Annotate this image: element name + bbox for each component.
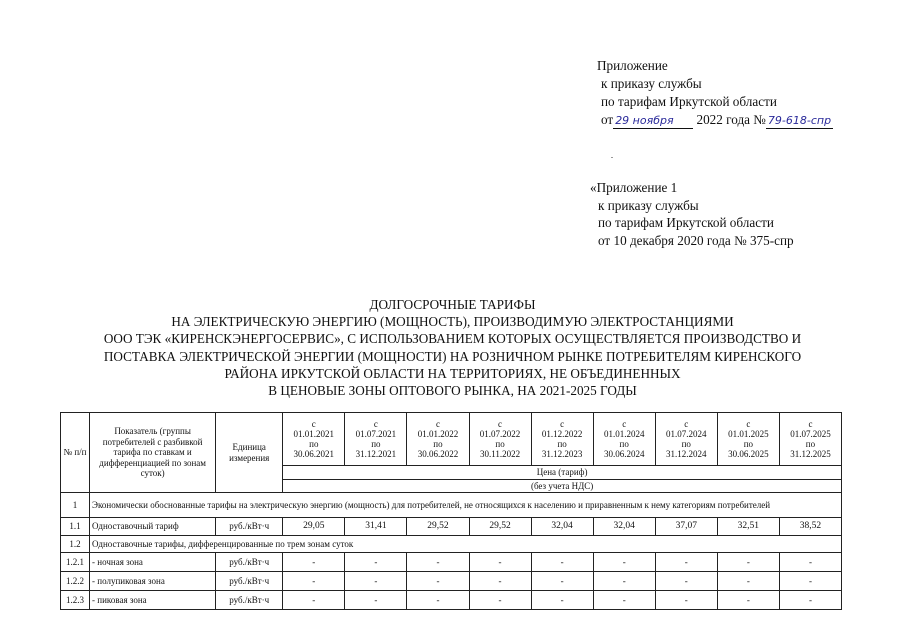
appendix-date-line (597, 111, 833, 129)
row-unit: руб./кВт·ч (216, 518, 283, 536)
tariff-value: - (779, 553, 841, 572)
section-text: Экономически обоснованные тарифы на электрическую энергию (мощность) для потребителей, не относящихся к населению и приравненным к нему категориям потребителей (90, 493, 842, 518)
section-row (61, 493, 842, 518)
title-line-1: ДОЛГОСРОЧНЫЕ ТАРИФЫ (369, 297, 536, 312)
tariff-value: - (717, 553, 779, 572)
row-name: - ночная зона (90, 553, 216, 572)
tariff-value: - (779, 591, 841, 610)
table-row (61, 572, 842, 591)
date-suffix: 2022 года № (696, 112, 766, 127)
handwritten-order-number: 79-618-спр (767, 114, 832, 127)
price-label: Цена (тариф) (283, 466, 842, 480)
appendix-line-1: Приложение (597, 58, 668, 73)
tariff-value: 32,04 (531, 518, 593, 536)
tariff-value: - (345, 553, 407, 572)
header-period: с 01.07.2025 по 31.12.2025 (779, 413, 841, 466)
tariff-value: 32,51 (717, 518, 779, 536)
tariff-value: - (407, 572, 469, 591)
tariff-value: - (655, 553, 717, 572)
row-num: 1.1 (61, 518, 90, 536)
section-text: Одноставочные тарифы, дифференцированные по трем зонам суток (90, 536, 842, 553)
tariff-value: - (593, 553, 655, 572)
tariff-value: - (531, 553, 593, 572)
header-period: с 01.12.2022 по 31.12.2023 (531, 413, 593, 466)
tariff-value: - (655, 572, 717, 591)
tariff-value: - (345, 572, 407, 591)
row-name: Одноставочный тариф (90, 518, 216, 536)
header-period: с 01.01.2025 по 30.06.2025 (717, 413, 779, 466)
header-unit: Единица измерения (216, 413, 283, 493)
tariff-value: - (283, 591, 345, 610)
header-period: с 01.01.2024 по 30.06.2024 (593, 413, 655, 466)
table-row (61, 591, 842, 610)
title-line-6: В ЦЕНОВЫЕ ЗОНЫ ОПТОВОГО РЫНКА, НА 2021-2025 ГОДЫ (268, 383, 637, 399)
tariff-value: - (469, 591, 531, 610)
tariff-value: - (779, 572, 841, 591)
tariff-value: - (593, 591, 655, 610)
tariff-value: 38,52 (779, 518, 841, 536)
table-row (61, 518, 842, 536)
tariff-value: 32,04 (593, 518, 655, 536)
appendix-quote-line-4: от 10 декабря 2020 года № 375-спр (598, 232, 794, 248)
header-period: с 01.01.2022 по 30.06.2022 (407, 413, 469, 466)
header-indicator: Показатель (группы потребителей с разбивкой тарифа по ставкам и дифференциацией по зонам суток) (90, 413, 216, 493)
row-unit: руб./кВт·ч (216, 553, 283, 572)
header-period: с 01.07.2022 по 30.11.2022 (469, 413, 531, 466)
appendix-quote-line-1: «Приложение 1 (590, 180, 678, 195)
title-line-2: НА ЭЛЕКТРИЧЕСКУЮ ЭНЕРГИЮ (МОЩНОСТЬ), ПРОИЗВОДИМУЮ ЭЛЕКТРОСТАНЦИЯМИ (171, 314, 734, 330)
header-period: с 01.07.2024 по 31.12.2024 (655, 413, 717, 466)
appendix-quote-line-3: по тарифам Иркутской области (598, 215, 774, 230)
tariff-value: - (283, 572, 345, 591)
title-line-3: ООО ТЭК «КИРЕНСКЭНЕРГОСЕРВИС», С ИСПОЛЬЗОВАНИЕМ КОТОРЫХ ОСУЩЕСТВЛЯЕТСЯ ПРОИЗВОДСТВО И (103, 331, 802, 347)
appendix-line-2: к приказу службы (601, 76, 702, 91)
row-unit: руб./кВт·ч (216, 572, 283, 591)
tariff-value: - (717, 591, 779, 610)
table-row (61, 553, 842, 572)
title-line-4: ПОСТАВКА ЭЛЕКТРИЧЕСКОЙ ЭНЕРГИИ (МОЩНОСТИ) НА РОЗНИЧНОМ РЫНКЕ ПОТРЕБИТЕЛЯМ КИРЕНСКОГО (103, 348, 802, 364)
document-title (30, 296, 875, 399)
header-period: с 01.07.2021 по 31.12.2021 (345, 413, 407, 466)
tariff-value: - (717, 572, 779, 591)
title-line-5: РАЙОНА ИРКУТСКОЙ ОБЛАСТИ НА ТЕРРИТОРИЯХ, НЕ ОБЪЕДИНЕННЫХ (224, 365, 681, 381)
stray-mark (611, 157, 613, 158)
header-period: с 01.01.2021 по 30.06.2021 (283, 413, 345, 466)
handwritten-date: 29 ноября (613, 114, 693, 129)
tariff-value: - (469, 572, 531, 591)
tariff-value: - (531, 572, 593, 591)
appendix-quote-line-2: к приказу службы (598, 197, 699, 213)
tariff-value: 29,05 (283, 518, 345, 536)
appendix-line-3: по тарифам Иркутской области (601, 94, 777, 109)
tariff-value: - (345, 591, 407, 610)
row-num: 1.2.3 (61, 591, 90, 610)
tariff-value: 29,52 (407, 518, 469, 536)
tariff-value: 37,07 (655, 518, 717, 536)
appendix-quote (590, 179, 794, 249)
tariff-value: 29,52 (469, 518, 531, 536)
tariff-value: - (593, 572, 655, 591)
table-header-row (61, 413, 842, 466)
row-unit: руб./кВт·ч (216, 591, 283, 610)
section-row (61, 536, 842, 553)
vat-label: (без учета НДС) (283, 479, 842, 493)
row-num: 1.2.1 (61, 553, 90, 572)
tariff-value: - (531, 591, 593, 610)
tariff-value: - (283, 553, 345, 572)
row-num: 1.2 (61, 536, 90, 553)
row-num: 1.2.2 (61, 572, 90, 591)
row-name: - пиковая зона (90, 591, 216, 610)
tariff-value: - (469, 553, 531, 572)
header-num: № п/п (61, 413, 90, 493)
row-num: 1 (61, 493, 90, 518)
tariff-table (60, 412, 842, 610)
appendix-header (597, 57, 833, 129)
tariff-value: 31,41 (345, 518, 407, 536)
date-prefix: от (601, 112, 614, 127)
tariff-value: - (407, 591, 469, 610)
tariff-value: - (655, 591, 717, 610)
tariff-value: - (407, 553, 469, 572)
row-name: - полупиковая зона (90, 572, 216, 591)
